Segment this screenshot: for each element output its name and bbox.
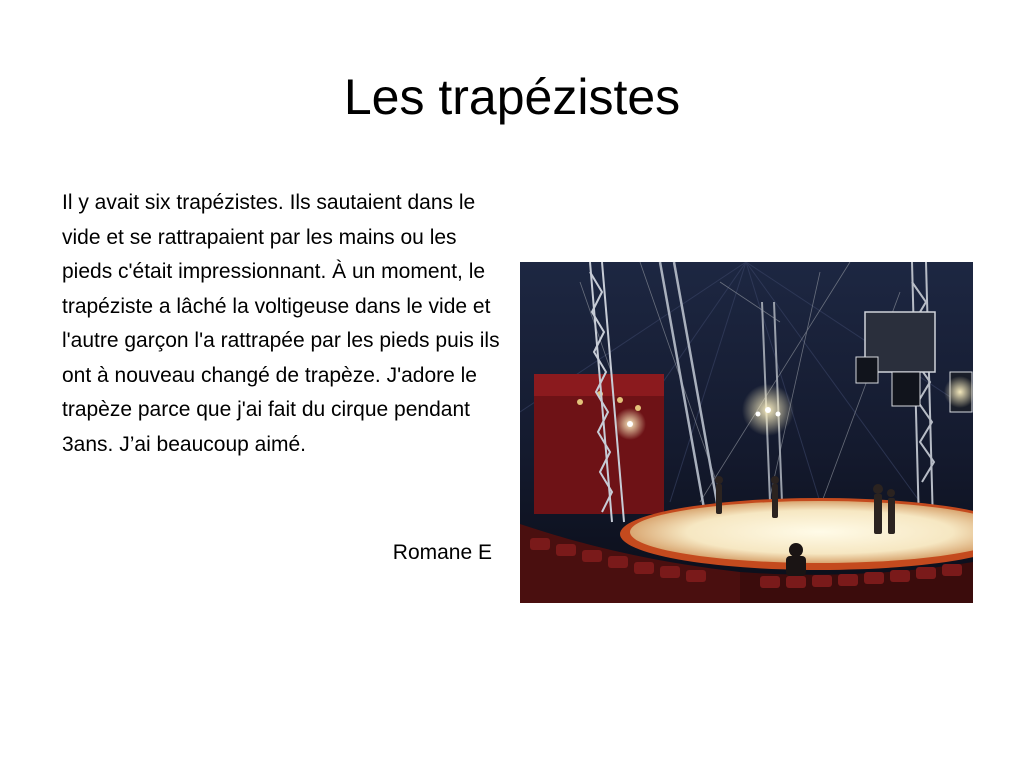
slide-paragraph: Il y avait six trapézistes. Ils sautaient dans le vide et se rattrapaient par les mains ou les pieds c'était impressionnant. À un moment, le trapéziste a lâché la voltigeuse dans le vide et l'autre garçon l'a rattrapée par les pieds puis ils ont à nouveau changé de trapèze. J'adore le trapèze parce que j'ai fait du cirque pendant 3ans. J’ai beaucoup aimé. [62, 191, 500, 456]
author-name: Romane E [392, 541, 492, 564]
slide-title: Les trapézistes [343, 69, 681, 125]
circus-photo-illustration [520, 262, 973, 603]
circus-photo [520, 262, 973, 603]
